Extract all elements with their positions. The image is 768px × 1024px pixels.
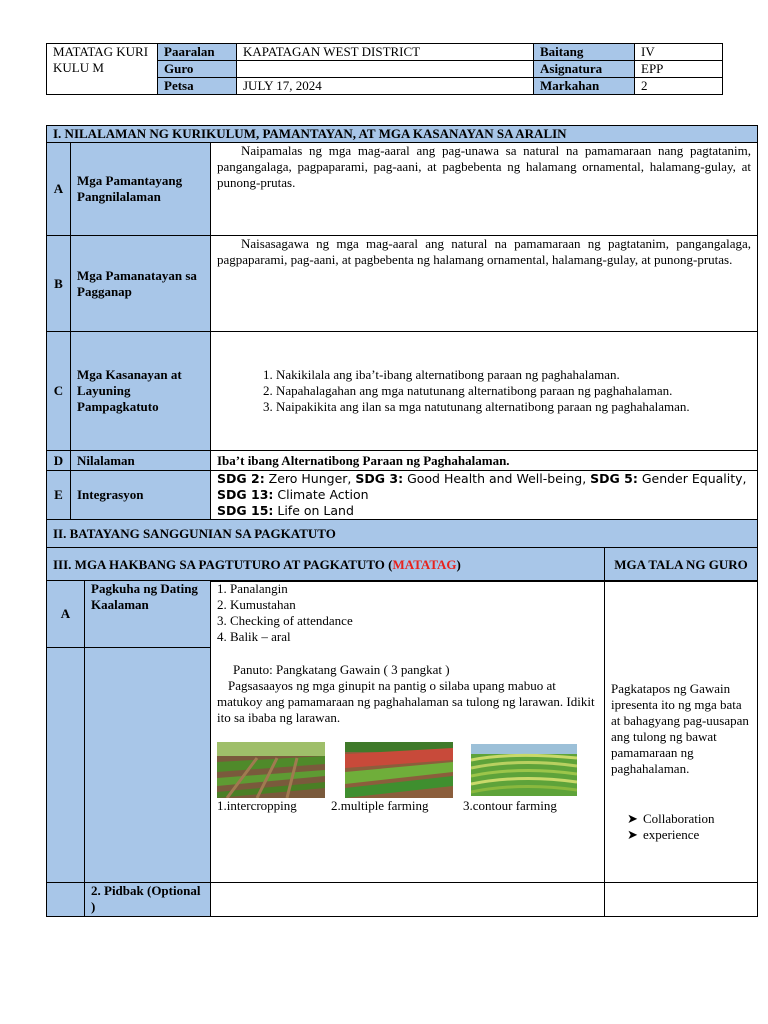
step-2-notes [605,883,758,917]
paaralan-label: Paaralan [158,44,237,61]
matatag-highlight: MATATAG [392,556,457,572]
notes-bullets [611,811,751,843]
row-c-label: Mga Kasanayan at Layuning Pampagkatuto [71,332,211,451]
guro-label: Guro [158,61,237,78]
notes-text: Pagkatapos ng Gawain ipresenta ito ng mga bata at bahagyang pag-uusapan ang tulong ng bawat pamamaraan ng paghahalaman. [611,681,749,776]
markahan-value: 2 [635,78,723,95]
step-item: 3. Checking of attendance [217,613,353,628]
step-2-label: 2. Pidbak (Optional ) [85,883,211,917]
row-a-label: Mga Pamantayang Pangnilalaman [71,143,211,236]
lesson-table [46,125,758,582]
row-e-label: Integrasyon [71,471,211,520]
header-table [46,43,723,95]
step-item: 1. Panalangin [217,581,288,596]
image-caption: 3.contour farming [463,798,557,813]
image-row [217,742,598,818]
step-2-letter [47,883,85,917]
arrow-bullet-icon: ➤ [627,827,638,842]
row-e-sdg [211,471,758,520]
sdg-code: SDG 3: [355,471,404,486]
steps-table [46,580,758,917]
petsa-label: Petsa [158,78,237,95]
step-2-content [211,883,605,917]
row-b-text: Naisasagawa ng mga mag-aaral ang natural na pamamaraan ng pagtatanim, pangangalaga, pagpaparami, pag-aani, at pagbebenta ng halamang ornamental, halamang-gulay, at punong-prutas. [211,236,758,332]
step-a-blank-letter [47,648,85,883]
step-item: 4. Balik – aral [217,629,291,644]
intercropping-photo-icon [217,742,325,798]
asignatura-label: Asignatura [534,61,635,78]
sdg-name: Zero Hunger, [268,471,352,486]
petsa-value: JULY 17, 2024 [237,78,534,95]
objective-item: 2. Napahalagahan ang mga natutunang alternatibong paraan ng paghahalaman. [263,383,673,398]
row-e-letter: E [47,471,71,520]
row-b-label: Mga Pamanatayan sa Pagganap [71,236,211,332]
matatag-label: MATATAG KURIKULU M [47,44,158,95]
arrow-bullet-icon: ➤ [627,811,638,826]
sdg-code: SDG 15: [217,503,274,518]
section2-title: II. BATAYANG SANGGUNIAN SA PAGKATUTO [47,520,758,548]
instructions-text: Pagsasaayos ng mga ginupit na pantig o silaba upang mabuo at matukoy ang pamamaraan ng paghahalaman sa tulong ng larawan. Idikit ito sa ibaba ng larawan. [217,678,595,725]
bullet-item: ➤ Collaboration [627,811,715,826]
panuto-text: Panuto: Pangkatang Gawain ( 3 pangkat ) [233,662,450,677]
sdg-code: SDG 2: [217,471,265,486]
paaralan-value: KAPATAGAN WEST DISTRICT [237,44,534,61]
row-d-text: Iba’t ibang Alternatibong Paraan ng Paghahalaman. [211,451,758,471]
baitang-value: IV [635,44,723,61]
multiple-farming-photo-icon [345,742,453,798]
sdg-name: Life on Land [277,503,354,518]
notes-header: MGA TALA NG GURO [605,548,758,582]
section3-title: III. MGA HAKBANG SA PAGTUTURO AT PAGKATUTO (MATATAG) [47,548,605,582]
section1-title: I. NILALAMAN NG KURIKULUM, PAMANTAYAN, AT MGA KASANAYAN SA ARALIN [47,126,758,143]
contour-farming-photo-icon [471,744,577,796]
sdg-name: Gender Equality, [641,471,747,486]
teacher-notes [605,581,758,883]
sdg-name: Climate Action [277,487,369,502]
row-a-text: Naipamalas ng mga mag-aaral ang pag-unawa sa natural na pamamaraan nang pagtatanim, pangangalaga, pagpaparami, pag-aani, at pagbebenta ng halamang ornamental, halamang-gulay, at punong-prutas. [211,143,758,236]
sdg-code: SDG 5: [590,471,638,486]
row-c-letter: C [47,332,71,451]
row-a-letter: A [47,143,71,236]
row-d-label: Nilalaman [71,451,211,471]
row-b-letter: B [47,236,71,332]
step-a-blank-label [85,648,211,883]
step-item: 2. Kumustahan [217,597,296,612]
sdg-name: Good Health and Well-being, [407,471,587,486]
image-caption: 2.multiple farming [331,798,429,813]
asignatura-value: EPP [635,61,723,78]
baitang-label: Baitang [534,44,635,61]
markahan-label: Markahan [534,78,635,95]
objective-item: 3. Naipakikita ang ilan sa mga natutunang alternatibong paraan ng paghahalaman. [263,399,690,414]
row-c-objectives [211,332,758,451]
row-d-letter: D [47,451,71,471]
step-a-content [211,581,605,883]
image-caption: 1.intercropping [217,798,297,813]
bullet-item: ➤ experience [627,827,700,842]
objective-item: 1. Nakikilala ang iba’t-ibang alternatibong paraan ng paghahalaman. [263,367,620,382]
step-a-letter: A [47,581,85,648]
sdg-code: SDG 13: [217,487,274,502]
step-a-label: Pagkuha ng Dating Kaalaman [85,581,211,648]
guro-value [237,61,534,78]
